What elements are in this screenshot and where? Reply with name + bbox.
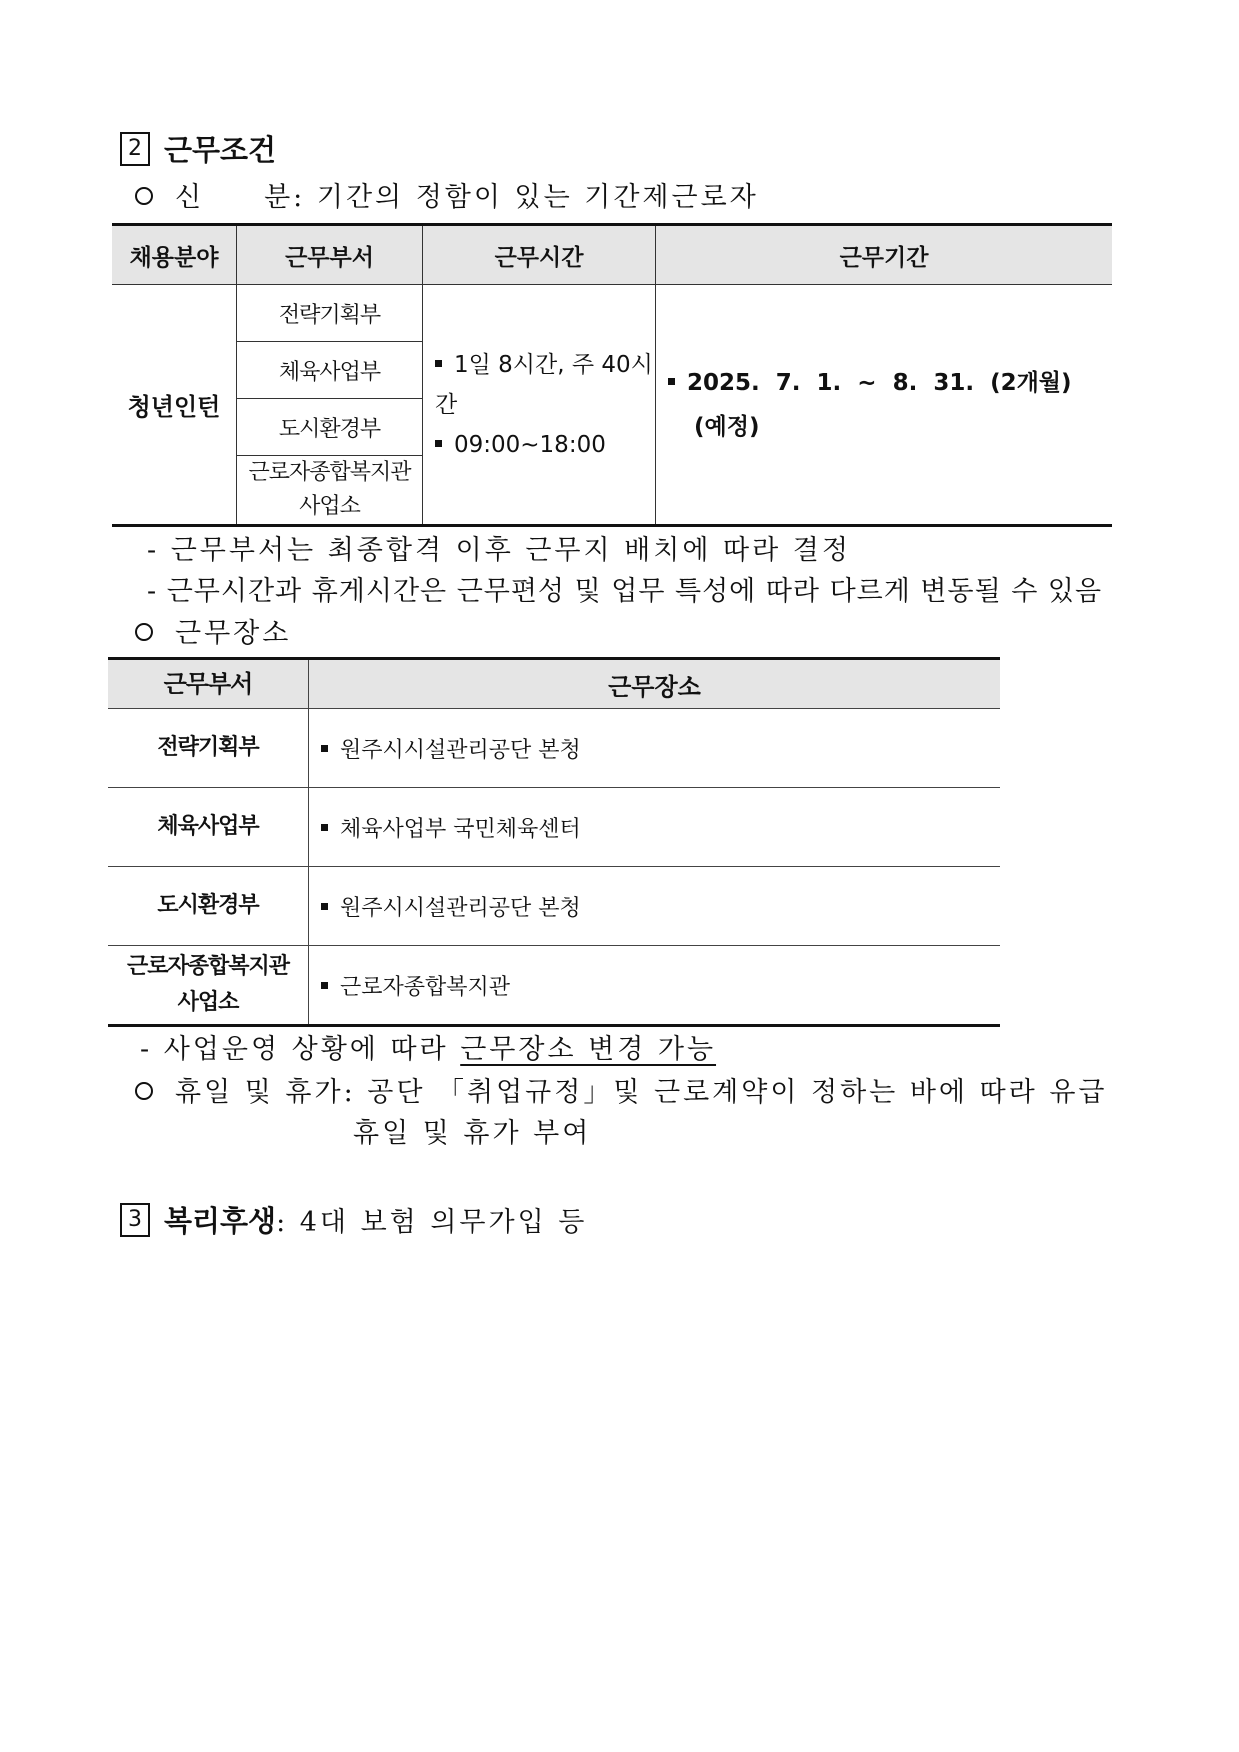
circle-bullet-icon <box>135 1082 153 1100</box>
period-line-2: (예정) <box>694 413 760 440</box>
circle-bullet-icon <box>135 187 153 205</box>
place-text: 원주시시설관리공단 본청 <box>340 895 581 921</box>
location-title: 근무장소 <box>175 618 292 649</box>
header-cell: 근무부서 <box>108 659 309 709</box>
section-title: 복리후생 <box>164 1204 277 1238</box>
header-cell: 근무부서 <box>237 225 423 285</box>
department-cell: 도시환경부 <box>108 867 309 946</box>
table-row <box>108 867 1000 946</box>
location-note <box>140 1027 716 1066</box>
header-cell: 근무기간 <box>656 225 1113 285</box>
leave-text: 공단 「취업규정」및 근로계약이 정하는 바에 따라 유급 <box>367 1077 1108 1108</box>
note-underlined: 근무장소 변경 가능 <box>460 1034 717 1065</box>
location-heading <box>135 611 291 650</box>
section-title: 근무조건 <box>164 133 277 167</box>
leave-line <box>135 1070 1107 1109</box>
status-line <box>135 175 759 214</box>
square-bullet-icon <box>435 440 442 447</box>
square-bullet-icon <box>321 903 328 910</box>
leave-label: 휴일 및 휴가: <box>175 1077 356 1108</box>
status-value: 기간의 정함이 있는 기간제근로자 <box>316 182 759 213</box>
department-line: 사업소 <box>299 494 360 519</box>
table-row <box>108 709 1000 788</box>
leave-line-2: 휴일 및 휴가 부여 <box>353 1118 592 1149</box>
place-cell <box>309 788 1001 867</box>
table-header-row <box>108 659 1000 709</box>
work-conditions-table <box>112 223 1112 527</box>
department-cell: 체육사업부 <box>237 342 423 399</box>
department-cell: 도시환경부 <box>237 399 423 456</box>
section-text: : 4대 보험 의무가입 등 <box>276 1207 588 1238</box>
hours-item <box>435 425 655 465</box>
table-row <box>108 946 1000 1026</box>
square-bullet-icon <box>668 378 675 385</box>
work-location-table <box>108 657 1000 1027</box>
period-cell <box>656 285 1113 526</box>
place-text: 원주시시설관리공단 본청 <box>340 737 581 763</box>
table-row <box>112 285 1112 342</box>
department-line: 근로자종합복지관 <box>126 954 290 979</box>
status-label: 신 분: <box>175 182 306 213</box>
square-bullet-icon <box>321 824 328 831</box>
place-text: 체육사업부 국민체육센터 <box>340 816 581 842</box>
place-text: 근로자종합복지관 <box>340 974 511 1000</box>
header-cell: 채용분야 <box>112 225 237 285</box>
square-bullet-icon <box>321 745 328 752</box>
table-header-row <box>112 225 1112 285</box>
circle-bullet-icon <box>135 623 153 641</box>
department-line: 사업소 <box>177 990 239 1015</box>
section-3-heading <box>120 1199 587 1240</box>
department-cell <box>237 456 423 526</box>
section-2-heading <box>120 128 276 169</box>
section-number-box: 2 <box>120 132 150 166</box>
header-cell: 근무장소 <box>309 659 1001 709</box>
note-prefix: - 사업운영 상황에 따라 <box>140 1034 461 1065</box>
department-cell: 체육사업부 <box>108 788 309 867</box>
note-line: - 근무시간과 휴게시간은 근무편성 및 업무 특성에 따라 다르게 변동될 수 있음 <box>147 576 1103 607</box>
place-cell <box>309 946 1001 1026</box>
note-line: - 근무부서는 최종합격 이후 근무지 배치에 따라 결정 <box>147 535 851 566</box>
place-cell <box>309 867 1001 946</box>
square-bullet-icon <box>321 982 328 989</box>
table-row <box>108 788 1000 867</box>
department-cell: 전략기획부 <box>237 285 423 342</box>
square-bullet-icon <box>435 360 442 367</box>
place-cell <box>309 709 1001 788</box>
department-line: 근로자종합복지관 <box>248 460 411 485</box>
section-number-box: 3 <box>120 1203 150 1237</box>
hours-cell <box>423 285 656 526</box>
category-cell: 청년인턴 <box>112 285 237 526</box>
department-cell: 전략기획부 <box>108 709 309 788</box>
hours-text: 1일 8시간, 주 40시간 <box>435 351 653 418</box>
period-line <box>668 361 1112 405</box>
header-cell: 근무시간 <box>423 225 656 285</box>
hours-item <box>435 345 655 425</box>
hours-text: 09:00~18:00 <box>454 431 606 458</box>
period-text: 2025. 7. 1. ~ 8. 31. (2개월) <box>687 369 1072 396</box>
department-cell <box>108 946 309 1026</box>
